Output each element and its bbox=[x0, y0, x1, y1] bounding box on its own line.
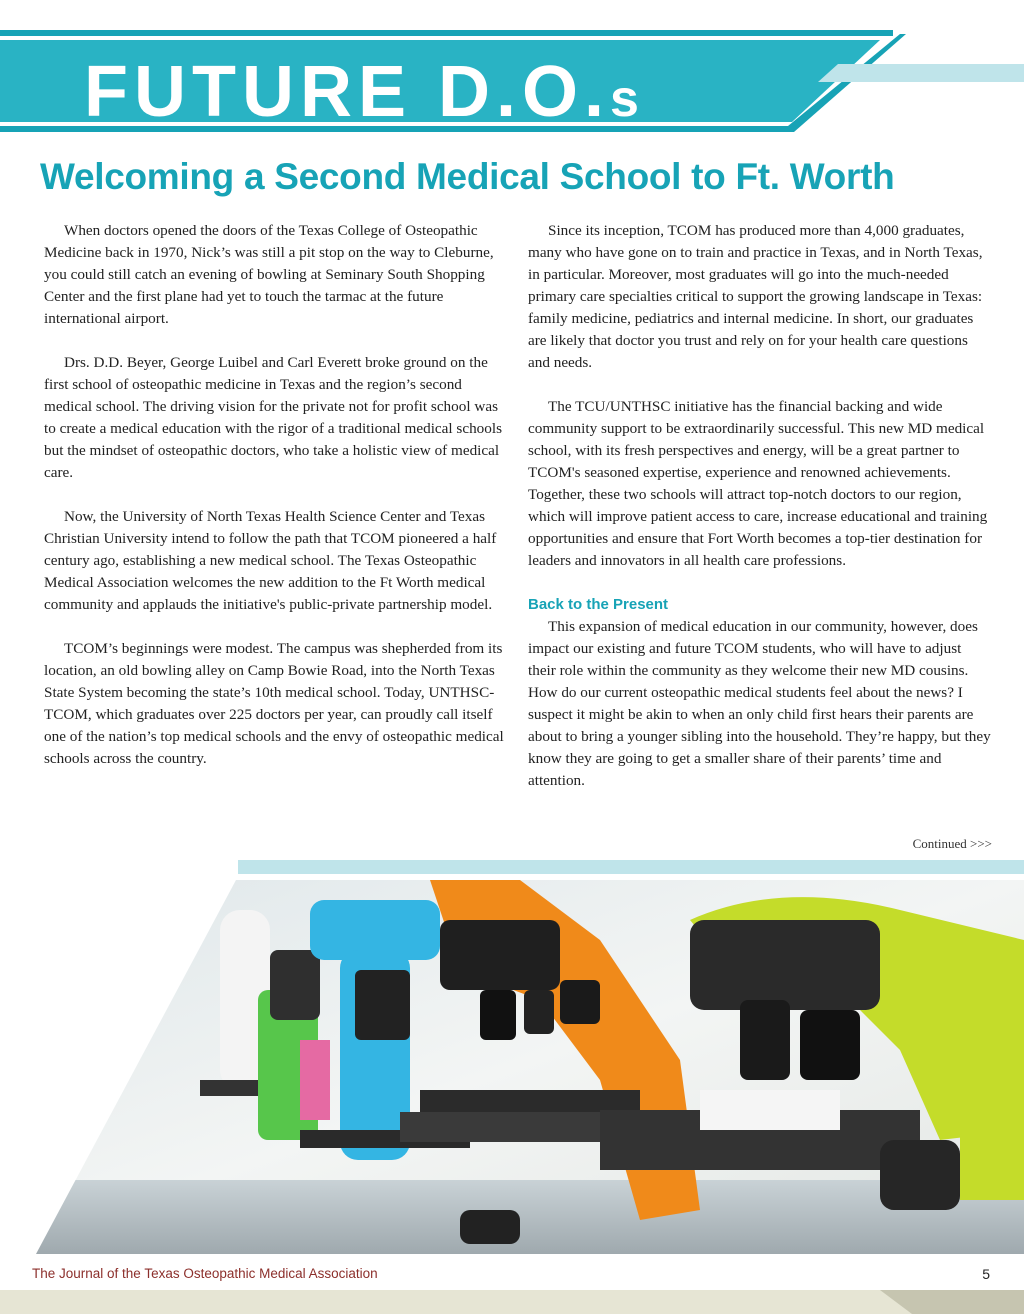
section-title-suffix: s bbox=[609, 70, 641, 128]
header-banner bbox=[0, 0, 1024, 140]
right-column bbox=[528, 220, 992, 814]
paragraph: Drs. D.D. Beyer, George Luibel and Carl Everett broke ground on the first school of osteopathic medicine in Texas and the region’s second medical school. The driving vision for the private not for profit school was to create a medical education with the rigor of a traditional medical schools but the mindset of osteopathic doctors, who take a holistic view of medical care. bbox=[44, 354, 502, 481]
microscopes-photo bbox=[0, 880, 1024, 1254]
left-column bbox=[44, 220, 506, 792]
page-number: 5 bbox=[982, 1266, 990, 1282]
subheading: Back to the Present bbox=[528, 596, 669, 613]
paragraph: This expansion of medical education in our community, however, does impact our existing and future TCOM students, who will have to adjust their role within the community as they welcome their new MD cousins. How do our current osteopathic medical students feel about the news? I suspect it might be akin to when an only child first hears their parents are about to bring a younger sibling into the household. They’re happy, but they know they are going to get a smaller share of their parents’ time and attention. bbox=[528, 618, 991, 789]
continued-link[interactable]: Continued >>> bbox=[912, 836, 992, 851]
divider-bar bbox=[238, 860, 1024, 874]
paragraph: When doctors opened the doors of the Texas College of Osteopathic Medicine back in 1970, Nick’s was still a pit stop on the way to Cleburne, you could still catch an evening of bowling at Seminary South Shopping Center and the first plane had yet to touch the tarmac at the future international airport. bbox=[44, 222, 494, 327]
section-title bbox=[84, 50, 641, 141]
article-headline: Welcoming a Second Medical School to Ft. Worth bbox=[40, 156, 895, 197]
footer-bar bbox=[0, 1290, 1024, 1314]
paragraph: Since its inception, TCOM has produced more than 4,000 graduates, many who have gone on to train and practice in Texas, and in North Texas, in particular. Moreover, most graduates will go into the much-needed primary care specialties critical to support the growing landscape in Texas: family medicine, pediatrics and internal medicine. In short, our graduates are likely that doctor you trust and rely on for your health care questions and needs. bbox=[528, 222, 983, 371]
section-title-main: FUTURE D.O. bbox=[84, 52, 610, 132]
journal-name: The Journal of the Texas Osteopathic Medical Association bbox=[32, 1266, 378, 1281]
paragraph: TCOM’s beginnings were modest. The campus was shepherded from its location, an old bowling alley on Camp Bowie Road, into the North Texas State System becoming the state’s 10th medical school. Today, UNTHSC-TCOM, which graduates over 225 doctors per year, can proudly call itself one of the nation’s top medical schools and the envy of osteopathic medical schools across the country. bbox=[44, 640, 504, 767]
paragraph: Now, the University of North Texas Health Science Center and Texas Christian University intend to follow the path that TCOM pioneered a half century ago, establishing a new medical school. The Texas Osteopathic Medical Association welcomes the new addition to the Ft Worth medical community and applauds the initiative's public-private partnership model. bbox=[44, 508, 497, 613]
paragraph: The TCU/UNTHSC initiative has the financial backing and wide community support to be extraordinarily successful. This new MD medical school, with its fresh perspectives and energy, will be a great partner to TCOM's seasoned expertise, experience and renowned achievements. Together, these two schools will attract top-notch doctors to our region, which will improve patient access to care, increase educational and training opportunities and ensure that Fort Worth becomes a top-tier destination for leaders and innovators in all health care professions. bbox=[528, 398, 988, 569]
